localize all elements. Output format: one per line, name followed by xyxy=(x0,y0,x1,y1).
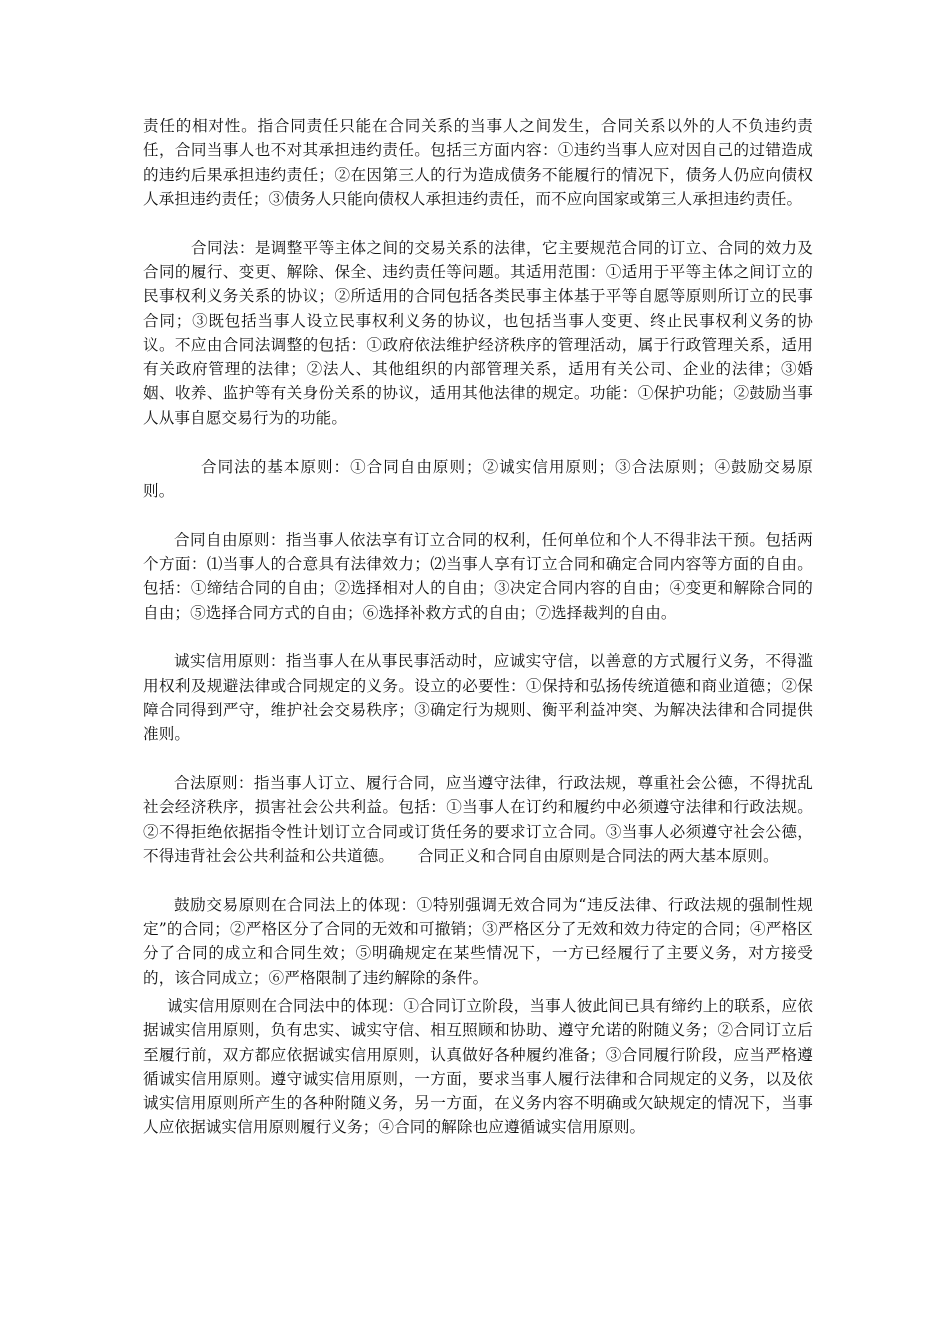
paragraph-gap xyxy=(143,868,813,893)
paragraph-good-faith-principle: 诚实信用原则：指当事人在从事民事活动时，应诚实守信，以善意的方式履行义务，不得滥用权利及规避法律或合同规定的义务。设立的必要性：①保持和弘扬传统道德和商业道德；②保障合同得到严守，维护社会交易秩序；③确定行为规则、衡平利益冲突、为解决法律和合同提供准则。 xyxy=(143,652,813,744)
paragraph-gap xyxy=(143,625,813,650)
paragraph-contract-law: 合同法：是调整平等主体之间的交易关系的法律，它主要规范合同的订立、合同的效力及合同的履行、变更、解除、保全、违约责任等问题。其适用范围：①适用于平等主体之间订立的民事权利义务关系的协议；②所适用的合同包括各类民事主体基于平等自愿等原则所订立的民事合同；③既包括当事人设立民事权利义务的协议，也包括当事人变更、终止民事权利义务的协议。不应由合同法调整的包括：①政府依法维护经济秩序的管理活动，属于行政管理关系，适用有关政府管理的法律；②法人、其他组织的内部管理关系，适用有关公司、企业的法律；③婚姻、收养、监护等有关身份关系的协议，适用其他法律的规定。功能：①保护功能；②鼓励当事人从事自愿交易行为的功能。 xyxy=(143,238,813,427)
paragraph-freedom-principle: 合同自由原则：指当事人依法享有订立合同的权利，任何单位和个人不得非法干预。包括两个方面：⑴当事人的合意具有法律效力；⑵当事人享有订立合同和确定合同内容等方面的自由。包括：①缔结合同的自由；②选择相对人的自由；③决定合同内容的自由；④变更和解除合同的自由；⑤选择合同方式的自由；⑥选择补救方式的自由；⑦选择裁判的自由。 xyxy=(143,530,813,622)
paragraph-basic-principles: 合同法的基本原则：①合同自由原则；②诚实信用原则；③合法原则；④鼓励交易原则。 xyxy=(143,457,813,500)
paragraph-gap xyxy=(143,503,813,528)
paragraph-gap xyxy=(143,747,813,772)
paragraph-gap xyxy=(143,430,813,455)
paragraph-gap xyxy=(143,211,813,236)
document-page xyxy=(143,114,813,1140)
paragraph-encourage-transaction: 鼓励交易原则在合同法上的体现：①特别强调无效合同为“违反法律、行政法规的强制性规定”的合同；②严格区分了合同的无效和可撤销；③严格区分了无效和效力待定的合同；④严格区分了合同的成立和合同生效；⑤明确规定在某些情况下，一方已经履行了主要义务，对方接受的，该合同成立；⑥严格限制了违约解除的条件。 xyxy=(143,895,813,987)
paragraph-good-faith-embodiment: 诚实信用原则在合同法中的体现：①合同订立阶段，当事人彼此间已具有缔约上的联系，应依据诚实信用原则，负有忠实、诚实守信、相互照顾和协助、遵守允诺的附随义务；②合同订立后至履行前，双方都应依据诚实信用原则，认真做好各种履约准备；③合同履行阶段，应当严格遵循诚实信用原则。遵守诚实信用原则，一方面，要求当事人履行法律和合同规定的义务，以及依诚实信用原则所产生的各种附随义务，另一方面，在义务内容不明确或欠缺规定的情况下，当事人应依据诚实信用原则履行义务；④合同的解除也应遵循诚实信用原则。 xyxy=(143,996,813,1137)
paragraph-liability-relativity: 责任的相对性。指合同责任只能在合同关系的当事人之间发生，合同关系以外的人不负违约责任，合同当事人也不对其承担违约责任。包括三方面内容：①违约当事人应对因自己的过错造成的违约后果承担违约责任；②在因第三人的行为造成债务不能履行的情况下，债务人仍应向债权人承担违约责任；③债务人只能向债权人承担违约责任，而不应向国家或第三人承担违约责任。 xyxy=(143,117,813,208)
paragraph-legality-principle: 合法原则：指当事人订立、履行合同，应当遵守法律，行政法规，尊重社会公德，不得扰乱社会经济秩序，损害社会公共利益。包括：①当事人在订约和履约中必须遵守法律和行政法规。②不得拒绝依据指令性计划订立合同或订货任务的要求订立合同。③当事人必须遵守社会公德，不得违背社会公共利益和公共道德。 合同正义和合同自由原则是合同法的两大基本原则。 xyxy=(143,774,813,865)
